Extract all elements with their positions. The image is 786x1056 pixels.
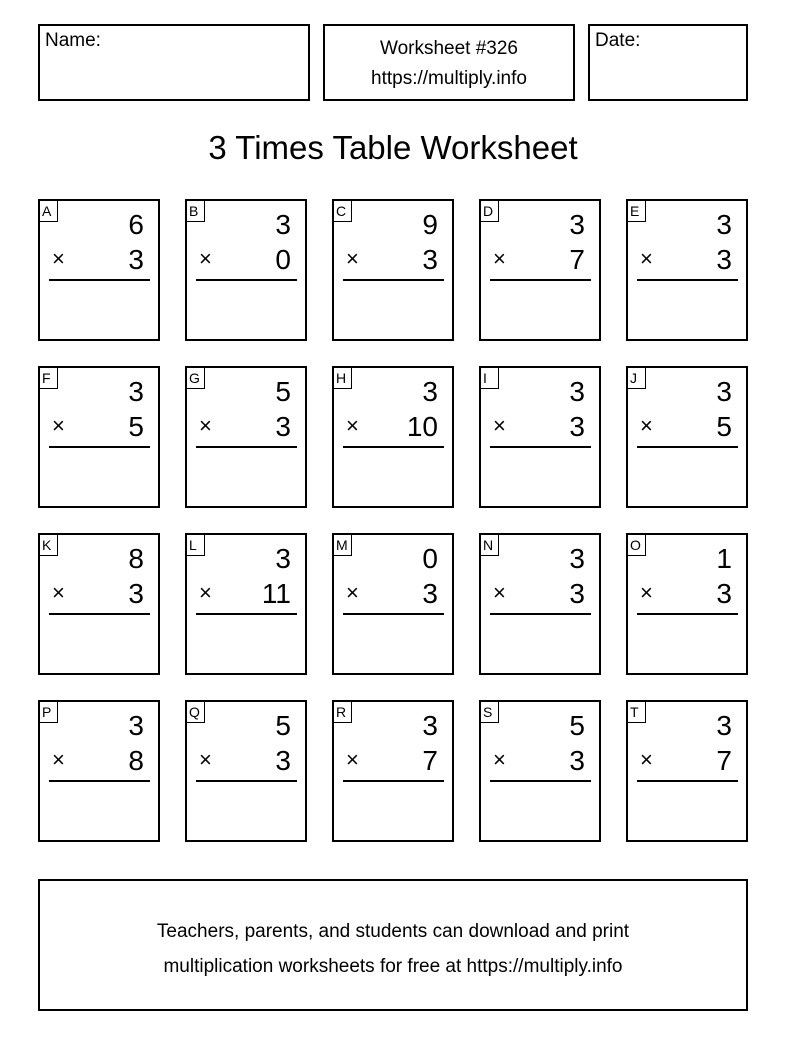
problem-card[interactable] — [479, 533, 601, 675]
multiplicand: 5 — [275, 710, 291, 741]
multiplicand: 9 — [422, 209, 438, 240]
multiply-sign: × — [52, 747, 65, 772]
multiplier: 8 — [128, 745, 144, 776]
problem-letter: E — [627, 200, 646, 222]
multiplier: 3 — [422, 578, 438, 609]
multiply-sign: × — [346, 580, 359, 605]
answer-line — [490, 446, 591, 448]
multiply-sign: × — [199, 747, 212, 772]
multiplicand: 3 — [422, 710, 438, 741]
multiplicand: 3 — [569, 376, 585, 407]
multiply-sign: × — [493, 246, 506, 271]
problem-card[interactable] — [38, 533, 160, 675]
answer-line — [196, 780, 297, 782]
multiplier: 7 — [569, 244, 585, 275]
problem-card[interactable] — [38, 700, 160, 842]
answer-line — [343, 279, 444, 281]
multiply-sign: × — [493, 580, 506, 605]
multiplier: 3 — [275, 411, 291, 442]
multiply-sign: × — [640, 580, 653, 605]
problem-letter: R — [333, 701, 352, 723]
multiplicand: 3 — [275, 543, 291, 574]
problem-letter: A — [39, 200, 58, 222]
multiplier: 0 — [275, 244, 291, 275]
problem-card[interactable] — [185, 700, 307, 842]
answer-line — [49, 613, 150, 615]
multiplier: 3 — [128, 244, 144, 275]
date-label: Date: — [595, 30, 641, 51]
multiplier: 11 — [261, 578, 291, 609]
problem-card[interactable] — [479, 199, 601, 341]
multiplicand: 3 — [716, 209, 732, 240]
problem-letter: K — [39, 534, 58, 556]
answer-line — [196, 279, 297, 281]
answer-line — [637, 279, 738, 281]
answer-line — [49, 446, 150, 448]
problem-card[interactable] — [185, 533, 307, 675]
problem-letter: H — [333, 367, 352, 389]
problem-card[interactable] — [626, 700, 748, 842]
footer-line-1: Teachers, parents, and students can download and print — [156, 921, 630, 942]
answer-line — [49, 780, 150, 782]
multiply-sign: × — [640, 246, 653, 271]
multiply-sign: × — [52, 580, 65, 605]
multiply-sign: × — [493, 413, 506, 438]
multiplier: 5 — [128, 411, 144, 442]
problem-letter: B — [186, 200, 205, 222]
multiplier: 3 — [716, 244, 732, 275]
multiplier: 3 — [275, 745, 291, 776]
answer-line — [637, 446, 738, 448]
problem-letter: I — [480, 367, 499, 389]
multiply-sign: × — [199, 246, 212, 271]
answer-line — [196, 613, 297, 615]
problem-letter: T — [627, 701, 646, 723]
multiply-sign: × — [493, 747, 506, 772]
multiplier: 7 — [716, 745, 732, 776]
multiplicand: 3 — [716, 376, 732, 407]
problem-letter: P — [39, 701, 58, 723]
multiplier: 5 — [716, 411, 732, 442]
problem-card[interactable] — [479, 700, 601, 842]
multiply-sign: × — [52, 413, 65, 438]
problem-card[interactable] — [332, 199, 454, 341]
problem-letter: M — [333, 534, 352, 556]
problem-card[interactable] — [332, 533, 454, 675]
multiplier: 7 — [422, 745, 438, 776]
problem-letter: G — [186, 367, 205, 389]
answer-line — [490, 613, 591, 615]
problem-card[interactable] — [479, 366, 601, 508]
multiplicand: 5 — [275, 376, 291, 407]
problem-card[interactable] — [626, 366, 748, 508]
multiplier: 3 — [569, 411, 585, 442]
answer-line — [343, 780, 444, 782]
multiplier: 3 — [569, 745, 585, 776]
problem-letter: Q — [186, 701, 205, 723]
multiply-sign: × — [640, 747, 653, 772]
worksheet-number: Worksheet #326 — [379, 38, 518, 59]
name-label: Name: — [45, 30, 101, 51]
multiplicand: 3 — [716, 710, 732, 741]
multiplicand: 3 — [275, 209, 291, 240]
multiply-sign: × — [640, 413, 653, 438]
problem-card[interactable] — [332, 700, 454, 842]
problem-card[interactable] — [185, 199, 307, 341]
multiply-sign: × — [346, 246, 359, 271]
multiplicand: 8 — [128, 543, 144, 574]
multiplicand: 3 — [569, 543, 585, 574]
multiply-sign: × — [52, 246, 65, 271]
problem-card[interactable] — [38, 366, 160, 508]
problem-card[interactable] — [185, 366, 307, 508]
multiplicand: 6 — [128, 209, 144, 240]
multiplier: 3 — [422, 244, 438, 275]
multiplicand: 5 — [569, 710, 585, 741]
problem-card[interactable] — [38, 199, 160, 341]
answer-line — [196, 446, 297, 448]
multiply-sign: × — [346, 747, 359, 772]
answer-line — [343, 446, 444, 448]
multiplier: 3 — [128, 578, 144, 609]
multiply-sign: × — [199, 413, 212, 438]
multiplier: 10 — [406, 411, 438, 442]
problem-letter: N — [480, 534, 499, 556]
answer-line — [490, 780, 591, 782]
problem-letter: O — [627, 534, 646, 556]
multiplicand: 3 — [128, 376, 144, 407]
multiplicand: 0 — [422, 543, 438, 574]
multiplicand: 1 — [716, 543, 732, 574]
answer-line — [490, 279, 591, 281]
worksheet-info-box — [323, 24, 575, 101]
problem-letter: C — [333, 200, 352, 222]
problem-letter: L — [186, 534, 205, 556]
multiplier: 3 — [569, 578, 585, 609]
problem-letter: D — [480, 200, 499, 222]
answer-line — [343, 613, 444, 615]
multiplier: 3 — [716, 578, 732, 609]
multiply-sign: × — [199, 580, 212, 605]
answer-line — [637, 613, 738, 615]
name-field-box[interactable] — [38, 24, 310, 101]
date-field-box[interactable] — [588, 24, 748, 101]
problem-card[interactable] — [332, 366, 454, 508]
multiplicand: 3 — [569, 209, 585, 240]
problem-card[interactable] — [626, 533, 748, 675]
problem-card[interactable] — [626, 199, 748, 341]
answer-line — [637, 780, 738, 782]
multiply-sign: × — [346, 413, 359, 438]
problem-letter: S — [480, 701, 499, 723]
problem-letter: J — [627, 367, 646, 389]
problem-letter: F — [39, 367, 58, 389]
worksheet-url[interactable]: https://multiply.info — [371, 68, 527, 89]
page-title: 3 Times Table Worksheet — [208, 129, 578, 166]
footer-line-2: multiplication worksheets for free at https://multiply.info — [163, 956, 623, 977]
footer-box — [38, 879, 748, 1011]
answer-line — [49, 279, 150, 281]
multiplicand: 3 — [128, 710, 144, 741]
multiplicand: 3 — [422, 376, 438, 407]
